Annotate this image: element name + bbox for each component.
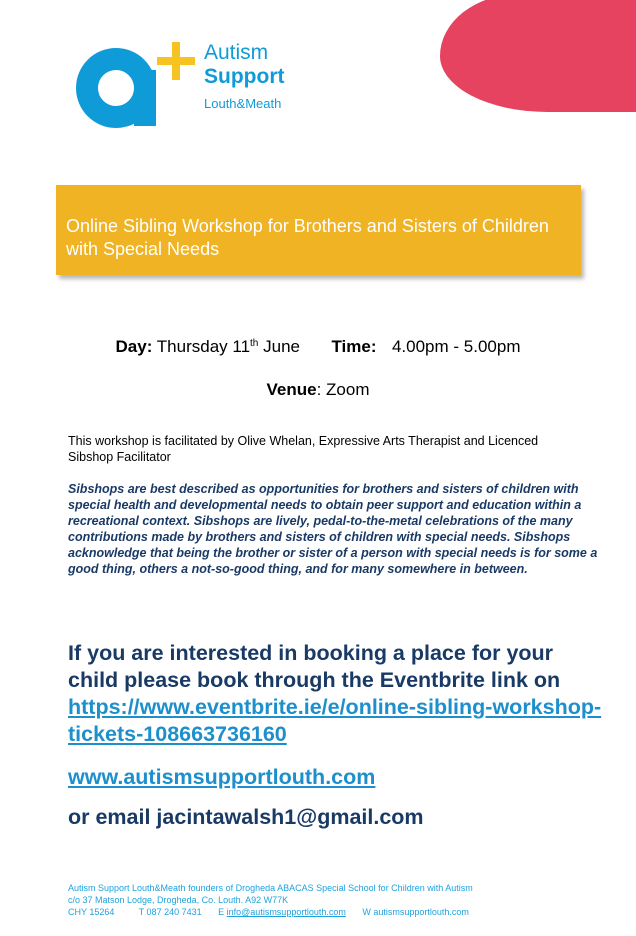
day-ordinal-suffix: th [250,338,259,349]
venue-value: : Zoom [316,380,370,399]
autism-support-logo-icon [74,36,202,128]
booking-text-block [68,640,608,748]
logo-line-autism: Autism [204,41,269,64]
footer-line-3 [68,906,588,918]
logo-text [204,42,284,110]
booking-text: If you are interested in booking a place for your child please book through the Eventbrite link on [68,641,561,692]
footer-charity-number: CHY 15264 [68,907,115,917]
facilitator-text: This workshop is facilitated by Olive Whelan, Expressive Arts Therapist and Licenced Sibshop Facilitator [68,434,539,464]
sibshops-description: Sibshops are best described as opportunities for brothers and sisters of children with special health and developmental needs to obtain peer support and education within a recreational context. Sibshops are lively, pedal-to-the-metal celebrations of the many contributions made by brothers and sisters of children with special needs. Sibshops acknowledge that being the brother or sister of a person with special needs is for some a good thing, others a not-so-good thing, and for many somewhere in between. [68,482,598,576]
logo-line-support: Support [204,65,285,88]
decorative-pink-shape [440,0,636,112]
venue-label: Venue [266,380,317,399]
email-line: or email jacintawalsh1@gmail.com [68,805,424,829]
footer-website: W autismsupportlouth.com [362,907,469,917]
day-value: Thursday 11 [156,337,251,356]
eventbrite-link[interactable]: https://www.eventbrite.ie/e/online-sibling-workshop-tickets-108663736160 [68,695,602,746]
logo-line-region: Louth&Meath [204,96,282,111]
footer-email-label: E [218,907,225,917]
footer-line-1: Autism Support Louth&Meath founders of Drogheda ABACAS Special School for Children with Autism [68,883,473,893]
venue-line [0,380,636,400]
date-time-line [0,337,636,357]
month-value: June [263,337,300,356]
website-line [68,765,375,790]
time-value: 4.00pm - 5.00pm [391,337,521,356]
footer-email-link[interactable]: info@autismsupportlouth.com [226,907,346,917]
day-label: Day: [115,337,153,356]
footer [68,882,588,918]
footer-line-2: c/o 37 Matson Lodge, Drogheda, Co. Louth. A92 W77K [68,895,289,905]
footer-phone: T 087 240 7431 [138,907,202,917]
title-banner [56,185,581,275]
time-label: Time: [331,337,377,356]
website-link[interactable]: www.autismsupportlouth.com [68,765,376,789]
workshop-title: Online Sibling Workshop for Brothers and Sisters of Children with Special Needs [66,216,549,259]
